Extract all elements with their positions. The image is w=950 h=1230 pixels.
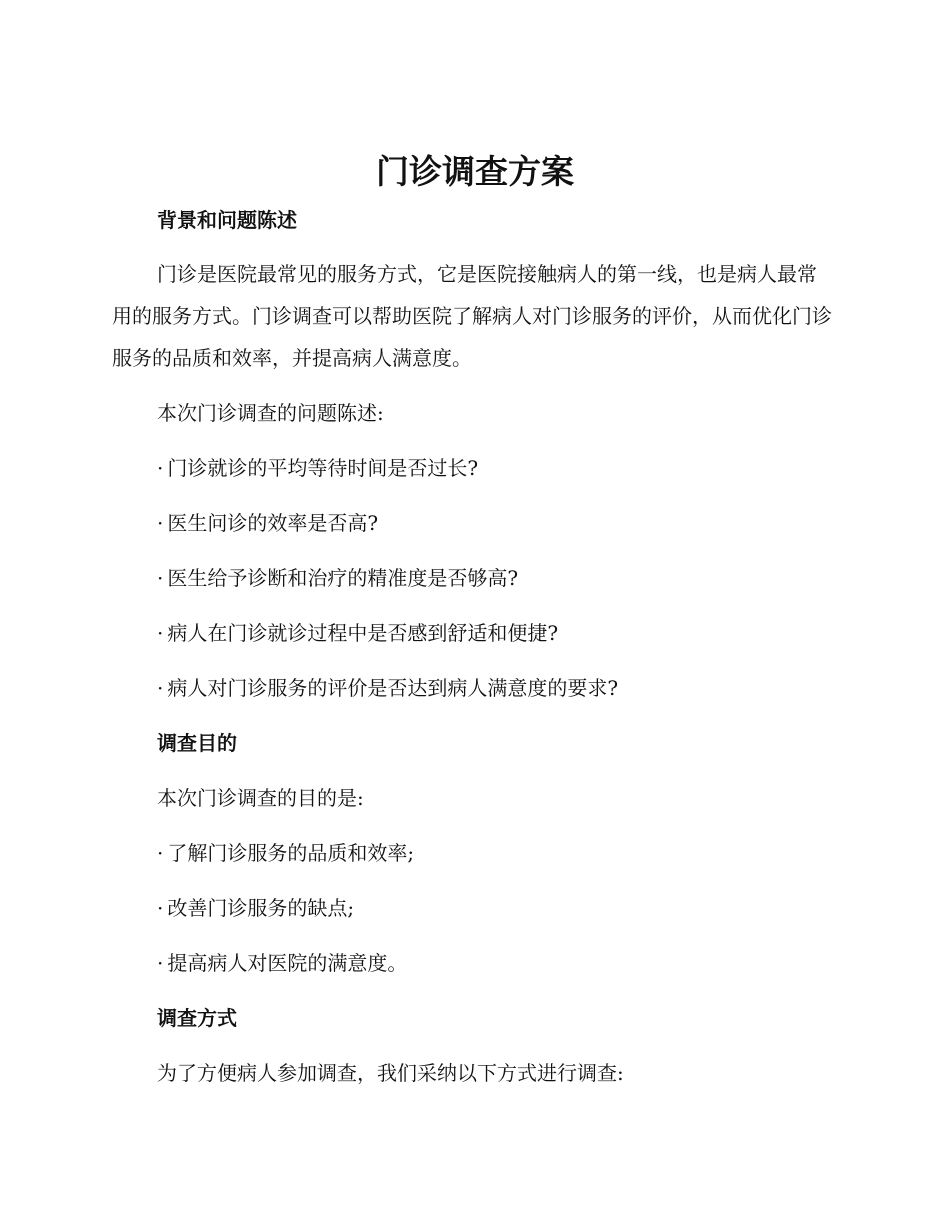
bullet-dot: · (157, 511, 164, 535)
section-heading-purpose: 调查目的 (157, 731, 237, 755)
section-heading-method: 调查方式 (157, 1006, 237, 1030)
background-paragraph: 门诊是医院最常见的服务方式，它是医院接触病人的第一线，也是病人最常用的服务方式。门诊调查可以帮助医院了解病人对门诊服务的评价，从而优化门诊服务的品质和效率，并提高病人满意度。 (112, 262, 832, 370)
purpose-bullet (157, 838, 414, 868)
problem-bullet (157, 618, 558, 648)
bullet-dot: · (157, 621, 164, 645)
purpose-intro: 本次门诊调查的目的是: (157, 786, 364, 810)
purpose-bullet-text: 了解门诊服务的品质和效率; (167, 841, 415, 865)
bullet-dot: · (157, 896, 164, 920)
problem-bullet-text: 门诊就诊的平均等待时间是否过长? (167, 456, 479, 480)
problem-bullet-text: 病人对门诊服务的评价是否达到病人满意度的要求? (167, 676, 619, 700)
problem-bullet-text: 病人在门诊就诊过程中是否感到舒适和便捷? (167, 621, 559, 645)
bullet-dot: · (157, 841, 164, 865)
problem-intro: 本次门诊调查的问题陈述: (157, 401, 384, 425)
problem-bullet (157, 673, 618, 703)
problem-bullet (157, 508, 378, 538)
purpose-bullet-text: 改善门诊服务的缺点; (167, 896, 355, 920)
problem-bullet (157, 453, 478, 483)
method-intro: 为了方便病人参加调查，我们采纳以下方式进行调查: (157, 1061, 624, 1085)
problem-bullet-text: 医生给予诊断和治疗的精准度是否够高? (167, 566, 519, 590)
document-title: 门诊调查方案 (376, 152, 574, 191)
bullet-dot: · (157, 456, 164, 480)
bullet-dot: · (157, 951, 164, 975)
section-heading-background: 背景和问题陈述 (157, 208, 297, 232)
bullet-dot: · (157, 566, 164, 590)
bullet-dot: · (157, 676, 164, 700)
problem-bullet (157, 563, 518, 593)
purpose-bullet-text: 提高病人对医院的满意度。 (167, 951, 408, 975)
purpose-bullet (157, 893, 354, 923)
problem-bullet-text: 医生问诊的效率是否高? (167, 511, 379, 535)
purpose-bullet (157, 948, 407, 978)
